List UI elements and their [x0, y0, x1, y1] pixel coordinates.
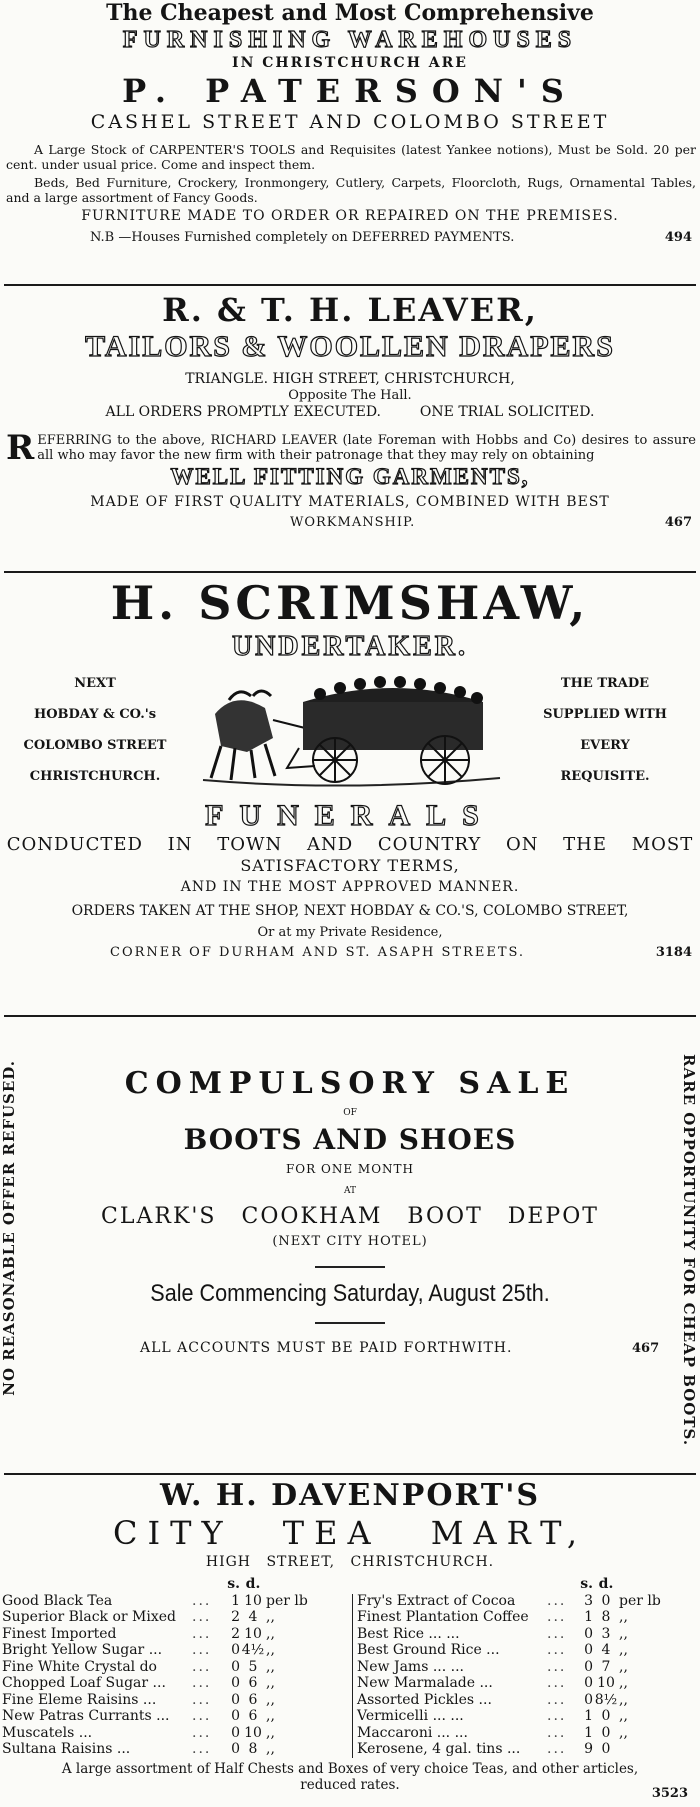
price-unit: ,, — [619, 1625, 628, 1642]
leaver-workmanship: WORKMANSHIP. — [290, 515, 416, 530]
price-unit: ,, — [266, 1675, 275, 1691]
price-unit: ,, — [619, 1609, 628, 1625]
price-d: 8 — [601, 1609, 611, 1625]
dots: ... — [547, 1691, 567, 1708]
price-d: 3 — [601, 1625, 611, 1642]
price-s: 0 — [584, 1625, 593, 1642]
price-s: 2 — [231, 1625, 240, 1642]
dots: ... — [192, 1691, 212, 1708]
leaver-para: EFERRING to the above, RICHARD LEAVER (late Foreman with Hobbs and Co) desires to assure all who may favor the new firm with their patronage that they may rely on obtaining — [37, 433, 696, 463]
dots: ... — [192, 1675, 212, 1691]
scrimshaw-conducted: CONDUCTED IN TOWN AND COUNTRY ON THE MOST — [6, 834, 694, 855]
scrimshaw-number: 3184 — [655, 945, 692, 960]
price-d: 0 — [601, 1708, 611, 1724]
scrimshaw-corner-row — [0, 942, 700, 964]
leaver-drop-cap: R — [6, 428, 35, 468]
price-unit: per lb — [266, 1592, 308, 1609]
dots: ... — [547, 1741, 567, 1757]
item-name: Finest Imported — [2, 1625, 117, 1642]
table-row — [2, 1626, 350, 1643]
leaver-opposite: Opposite The Hall. — [288, 388, 412, 403]
price-unit: ,, — [266, 1658, 275, 1675]
price-unit: ,, — [619, 1642, 628, 1658]
leaver-orders-row — [0, 403, 700, 421]
scrimshaw-left-line: COLOMBO STREET — [23, 738, 167, 753]
price-s: 1 — [584, 1708, 593, 1724]
price-d: 10 — [244, 1724, 262, 1741]
price-unit: ,, — [619, 1708, 628, 1724]
price-unit: per lb — [619, 1592, 661, 1609]
paterson-name: P. PATERSON'S — [122, 72, 578, 110]
price-d: 6 — [248, 1708, 258, 1724]
item-name: Vermicelli ... ... — [357, 1708, 464, 1724]
davenport-price-lists — [0, 1572, 700, 1758]
paterson-nb: N.B —Houses Furnished completely on DEFERRED PAYMENTS. — [90, 230, 515, 245]
table-row — [357, 1642, 697, 1659]
clark-goods: BOOTS AND SHOES — [183, 1123, 517, 1156]
column-divider — [352, 1594, 353, 1758]
scrimshaw-ad — [0, 576, 700, 964]
dots: ... — [192, 1609, 212, 1625]
price-d: 0 — [601, 1592, 611, 1609]
dots: ... — [192, 1708, 212, 1724]
scrimshaw-right-line: SUPPLIED WITH — [543, 707, 667, 722]
price-s: 0 — [584, 1675, 593, 1691]
table-row — [357, 1609, 697, 1626]
price-d: 4 — [248, 1609, 258, 1625]
table-row — [357, 1675, 697, 1692]
price-s: 0 — [231, 1675, 240, 1691]
dots: ... — [192, 1642, 212, 1658]
table-row — [2, 1675, 350, 1692]
paterson-ad — [0, 0, 700, 249]
price-d: 10 — [244, 1592, 262, 1609]
clark-short-rule — [315, 1266, 385, 1268]
item-name: Fine White Crystal do — [2, 1658, 157, 1675]
price-s: 0 — [584, 1658, 593, 1675]
price-s: 2 — [231, 1609, 240, 1625]
leaver-ad — [0, 290, 700, 533]
price-unit: ,, — [266, 1708, 275, 1724]
leaver-orders: ALL ORDERS PROMPTLY EXECUTED. — [105, 404, 382, 420]
clark-number: 467 — [632, 1341, 660, 1356]
price-unit: ,, — [266, 1625, 275, 1642]
clark-accounts-row — [0, 1340, 700, 1362]
price-d: 8 — [248, 1741, 258, 1757]
item-name: Fry's Extract of Cocoa — [357, 1592, 516, 1609]
dots: ... — [192, 1658, 212, 1675]
table-row — [2, 1708, 350, 1725]
table-row — [2, 1642, 350, 1659]
paterson-nb-row — [0, 227, 700, 249]
price-s: 0 — [584, 1691, 593, 1708]
clark-sale: Sale Commencing Saturday, August 25th. — [150, 1280, 550, 1307]
item-name: New Patras Currants ... — [2, 1708, 170, 1724]
price-unit: ,, — [619, 1675, 628, 1691]
paterson-address: CASHEL STREET AND COLOMBO STREET — [90, 111, 610, 133]
scrimshaw-funerals: FUNERALS — [205, 799, 495, 832]
table-row — [357, 1659, 697, 1676]
scrimshaw-left-line: HOBDAY & CO.'s — [33, 707, 157, 722]
davenport-ad — [0, 1478, 700, 1801]
table-row — [357, 1593, 697, 1610]
scrimshaw-residence: Or at my Private Residence, — [257, 925, 443, 940]
price-s: 0 — [231, 1691, 240, 1708]
scrimshaw-terms: SATISFACTORY TERMS, — [240, 856, 460, 875]
dots: ... — [547, 1609, 567, 1625]
price-table-right — [357, 1576, 697, 1758]
price-d: 4 — [601, 1642, 611, 1658]
item-name: New Marmalade ... — [357, 1675, 493, 1691]
paterson-made: FURNITURE MADE TO ORDER OR REPAIRED ON THE PREMISES. — [81, 208, 619, 224]
dots: ... — [192, 1592, 212, 1609]
table-row — [2, 1692, 350, 1709]
price-unit: ,, — [619, 1724, 628, 1741]
price-header — [357, 1576, 697, 1593]
price-d: 10 — [244, 1625, 262, 1642]
price-unit: ,, — [619, 1658, 628, 1675]
clark-short-rule — [315, 1322, 385, 1324]
table-row — [2, 1659, 350, 1676]
scrimshaw-right-text — [510, 668, 700, 792]
price-s: 3 — [584, 1592, 593, 1609]
item-name: Kerosene, 4 gal. tins ... — [357, 1741, 521, 1757]
clark-next: (NEXT CITY HOTEL) — [272, 1234, 428, 1249]
leaver-name: R. & T. H. LEAVER, — [162, 291, 538, 329]
price-s: 1 — [584, 1724, 593, 1741]
leaver-quality: MADE OF FIRST QUALITY MATERIALS, COMBINED WITH BEST — [90, 494, 610, 510]
item-name: Assorted Pickles ... — [357, 1691, 492, 1708]
paterson-line3: IN CHRISTCHURCH ARE — [232, 55, 468, 71]
table-row — [357, 1725, 697, 1742]
clark-ad — [0, 1050, 700, 1460]
clark-at: AT — [343, 1186, 356, 1196]
dots: ... — [192, 1741, 212, 1757]
clark-period: FOR ONE MONTH — [285, 1162, 415, 1176]
table-row — [2, 1593, 350, 1610]
clark-depot: CLARK'S COOKHAM BOOT DEPOT — [101, 1204, 599, 1229]
price-unit: ,, — [266, 1724, 275, 1741]
price-d: 5 — [248, 1658, 258, 1675]
dots: ... — [192, 1625, 212, 1642]
item-name: Bright Yellow Sugar ... — [2, 1642, 163, 1658]
item-name: Fine Eleme Raisins ... — [2, 1691, 157, 1708]
paterson-line2: FURNISHING WAREHOUSES — [122, 27, 578, 53]
scrimshaw-right-line: THE TRADE — [560, 676, 650, 691]
price-d: 8½ — [594, 1691, 618, 1708]
item-name: Best Rice ... ... — [357, 1625, 460, 1642]
price-s: 0 — [231, 1642, 240, 1658]
item-name: Good Black Tea — [2, 1592, 113, 1609]
scrimshaw-left-line: NEXT — [74, 676, 116, 691]
dots: ... — [192, 1724, 212, 1741]
price-s: 1 — [231, 1592, 240, 1609]
dots: ... — [547, 1658, 567, 1675]
table-row — [357, 1626, 697, 1643]
clark-headline: COMPULSORY SALE — [124, 1066, 576, 1101]
price-unit: ,, — [266, 1741, 275, 1757]
scrimshaw-corner: CORNER OF DURHAM AND ST. ASAPH STREETS. — [110, 945, 526, 960]
davenport-number: 3523 — [651, 1786, 688, 1801]
dots: ... — [547, 1675, 567, 1691]
scrimshaw-name: H. SCRIMSHAW, — [110, 576, 590, 630]
clark-side-right: RARE OPPORTUNITY FOR CHEAP BOOTS. — [680, 1054, 698, 1447]
price-header — [2, 1576, 350, 1593]
scrimshaw-left-line: CHRISTCHURCH. — [29, 769, 161, 784]
leaver-trial: ONE TRIAL SOLICITED. — [419, 404, 595, 420]
divider — [4, 1473, 696, 1475]
paterson-para2: Beds, Bed Furniture, Crockery, Ironmongery, Cutlery, Carpets, Floorcloth, Rugs, Ornamental Tables, and a large assortment of Fancy Goods. — [6, 175, 696, 205]
divider — [4, 1015, 696, 1017]
table-row — [2, 1609, 350, 1626]
leaver-workmanship-row — [0, 513, 700, 533]
clark-side-left: NO REASONABLE OFFER REFUSED. — [0, 1060, 18, 1396]
item-name: Best Ground Rice ... — [357, 1642, 500, 1658]
price-d: 0 — [601, 1741, 611, 1757]
price-s: 9 — [584, 1741, 593, 1757]
scrimshaw-trade: UNDERTAKER. — [231, 631, 469, 662]
divider — [4, 571, 696, 573]
price-d: 0 — [601, 1724, 611, 1741]
dots: ... — [547, 1625, 567, 1642]
dots: ... — [547, 1592, 567, 1609]
scrimshaw-right-line: REQUISITE. — [560, 769, 650, 784]
price-s: 0 — [231, 1724, 240, 1741]
leaver-garments: WELL FITTING GARMENTS, — [170, 464, 530, 489]
price-s: 0 — [231, 1741, 240, 1757]
price-d: 7 — [601, 1658, 611, 1675]
leaver-address: TRIANGLE. HIGH STREET, CHRISTCHURCH, — [185, 371, 515, 387]
col-d: d. — [598, 1576, 614, 1592]
price-s: 1 — [584, 1609, 593, 1625]
scrimshaw-right-line: EVERY — [580, 738, 630, 753]
col-s: s. — [227, 1576, 240, 1592]
table-row — [357, 1741, 697, 1758]
price-table-left — [2, 1576, 350, 1758]
dots: ... — [547, 1724, 567, 1741]
scrimshaw-middle — [0, 668, 700, 798]
table-row — [2, 1725, 350, 1742]
price-d: 6 — [248, 1691, 258, 1708]
clark-of: OF — [343, 1108, 357, 1118]
table-row — [357, 1708, 697, 1725]
price-unit: ,, — [266, 1691, 275, 1708]
col-s: s. — [580, 1576, 593, 1592]
davenport-name: W. H. DAVENPORT'S — [159, 1478, 541, 1513]
price-unit: ,, — [619, 1691, 628, 1708]
price-unit — [619, 1741, 697, 1758]
dots: ... — [547, 1708, 567, 1724]
table-row — [357, 1692, 697, 1709]
price-s: 0 — [584, 1642, 593, 1658]
leaver-number: 467 — [664, 515, 692, 530]
table-row — [2, 1741, 350, 1758]
davenport-footer: A large assortment of Half Chests and Boxes of very choice Teas, and other articles, reduced rates. — [61, 1760, 639, 1793]
item-name: Chopped Loaf Sugar ... — [2, 1675, 166, 1691]
davenport-address: HIGH STREET, CHRISTCHURCH. — [205, 1554, 495, 1570]
item-name: Sultana Raisins ... — [2, 1741, 131, 1757]
price-s: 0 — [231, 1658, 240, 1675]
paterson-para1: A Large Stock of CARPENTER'S TOOLS and Requisites (latest Yankee notions), Must be Sold. 20 per cent. under usual price. Come and inspect them. — [6, 142, 696, 172]
item-name: Finest Plantation Coffee — [357, 1609, 529, 1625]
price-d: 4½ — [241, 1642, 265, 1658]
item-name: Superior Black or Mixed — [2, 1609, 177, 1625]
scrimshaw-left-text — [0, 668, 190, 792]
divider — [4, 284, 696, 286]
item-name: New Jams ... ... — [357, 1658, 464, 1675]
col-d: d. — [245, 1576, 261, 1592]
item-name: Muscatels ... — [2, 1724, 93, 1741]
scrimshaw-orders: ORDERS TAKEN AT THE SHOP, NEXT HOBDAY & CO.'S, COLOMBO STREET, — [71, 903, 629, 919]
item-name: Maccaroni ... ... — [357, 1724, 468, 1741]
price-unit: ,, — [266, 1642, 275, 1658]
leaver-paragraph — [0, 421, 700, 468]
paterson-line1: The Cheapest and Most Comprehensive — [106, 0, 594, 26]
paterson-number: 494 — [664, 230, 692, 245]
dots: ... — [547, 1642, 567, 1658]
scrimshaw-manner: AND IN THE MOST APPROVED MANNER. — [180, 879, 520, 895]
price-d: 10 — [597, 1675, 615, 1691]
price-unit: ,, — [266, 1609, 275, 1625]
clark-accounts: ALL ACCOUNTS MUST BE PAID FORTHWITH. — [140, 1340, 513, 1356]
price-d: 6 — [248, 1675, 258, 1691]
davenport-mart: CITY TEA MART, — [113, 1514, 587, 1552]
price-s: 0 — [231, 1708, 240, 1724]
hearse-illustration — [195, 668, 510, 798]
leaver-trade: TAILORS & WOOLLEN DRAPERS — [85, 330, 615, 363]
